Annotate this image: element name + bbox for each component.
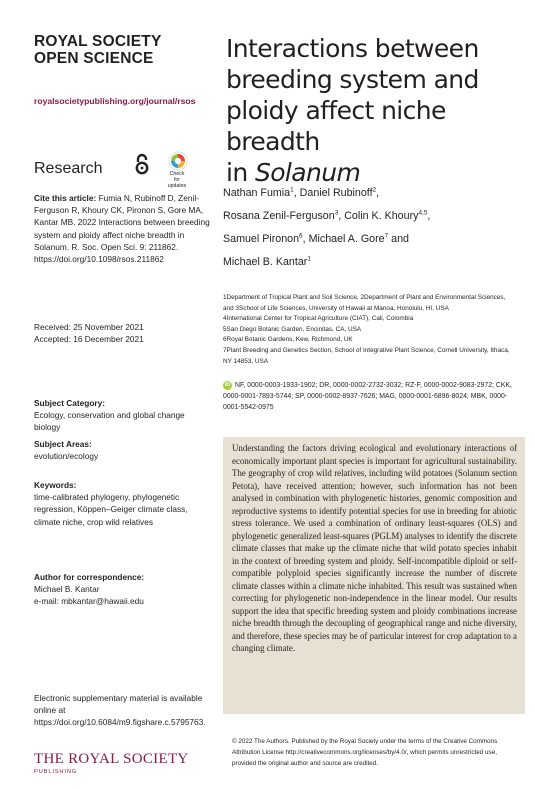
accepted-date: Accepted: 16 December 2021 <box>34 334 144 345</box>
keywords-value: time-calibrated phylogeny, phylogenetic regression, Köppen–Geiger climate class, climate niche, crop wild relatives <box>34 492 188 527</box>
dates <box>34 321 212 345</box>
subject-areas-value: evolution/ecology <box>34 451 99 462</box>
orcid-list: NF, 0000-0003-1933-1902; DR, 0000-0002-2732-3032; RZ-F, 0000-0002-9083-2972; CKK, 0000-0001-7893-5744; SP, 0000-0002-8937-7626; MAG, 0000-0001-6896-8024; MBK, 0000-0001-5542-0975 <box>223 382 512 411</box>
author-name: Colin K. Khoury <box>344 210 419 222</box>
author-sup: 3 <box>334 209 339 217</box>
subject-category-value: Ecology, conservation and global change biology <box>34 410 185 433</box>
keywords <box>34 479 212 528</box>
title-in: in <box>226 158 255 187</box>
section-label: Research <box>34 160 103 177</box>
affiliation-item: 4International Center for Tropical Agriculture (CIAT), Cali, Colombia <box>223 315 414 323</box>
open-access-icon <box>134 153 150 180</box>
citation <box>34 192 212 265</box>
orcid-icon[interactable]: iD <box>224 381 231 388</box>
publisher-logo-sub: PUBLISHING <box>34 769 78 775</box>
author-name: Rosana Zenil-Ferguson <box>223 210 335 222</box>
supplementary-note: Electronic supplementary material is available online at https://doi.org/10.6084/m9.figshare.c.5795763. <box>34 693 206 728</box>
subject-category-label: Subject Category: <box>34 398 105 408</box>
received-date: Received: 25 November 2021 <box>34 322 144 332</box>
correspondence <box>34 571 212 608</box>
journal-url-link[interactable]: royalsocietypublishing.org/journal/rsos <box>34 96 196 106</box>
correspondence-label: Author for correspondence: <box>34 572 145 582</box>
author-sup: 2 <box>372 186 377 194</box>
author-sup: 4,5 <box>418 209 428 217</box>
check-for-updates-label: Check for updates <box>167 171 187 189</box>
title-line-1: Interactions between <box>226 34 479 63</box>
citation-text: Fumia N, Rubinoff D, Zenil-Ferguson R, Khoury CK, Pironon S, Gore MA, Kantar MB. 2022 Interactions between breeding system and ploidy affect niche breadth in Solanum. R. Soc. Open Sci. 9: 211862. https://doi.org/10.1098/rsos.211862 <box>34 193 210 265</box>
author-sup: 1 <box>307 255 311 263</box>
subject-category <box>34 397 212 434</box>
journal-name <box>34 33 162 67</box>
title-line-3: ploidy affect niche breadth <box>226 96 446 156</box>
correspondence-email[interactable]: e-mail: mbkantar@hawaii.edu <box>34 596 144 607</box>
affiliation-item: 5San Diego Botanic Garden, Encinitas, CA, USA <box>223 325 362 333</box>
article-title <box>226 33 526 188</box>
title-line-2: breeding system and <box>226 65 479 94</box>
subject-areas <box>34 438 212 462</box>
citation-label: Cite this article: <box>34 193 97 203</box>
keywords-label: Keywords: <box>34 480 77 490</box>
author-list: Nathan Fumia$^1$, Daniel Rubinoff$^2$, Rosana Zenil-Ferguson$^3$, Colin K. Khoury$^{4,5}$, Samuel Pironon$^6$, Michael A. Gore$^7$ and Michael B. Kantar$^1$ <box>223 186 431 268</box>
publisher-logo: THE ROYAL SOCIETY <box>34 751 189 767</box>
correspondence-name: Michael B. Kantar <box>34 584 100 595</box>
affiliation-item: 7Plant Breeding and Genetics Section, School of Integrative Plant Science, Cornell University, Ithaca, NY 14853, USA <box>223 346 510 365</box>
abstract-text: Understanding the factors driving ecological and evolutionary interactions of economically important plant species is important for agricultural sustainability. The geography of crop wild relatives, including wild potatoes (Solanum section Petota), have received attention; however, such information has not been analysed in combination with phylogenetic histories, genomic composition and reproductive systems to identify potential species for use in breeding for abiotic stress tolerance. We used a combination of ordinary least-squares (OLS) and phylogenetic generalized least-squares (PGLM) analyses to identify the discrete climate classes that make up the climate niche that wild potato species inhabit in the context of breeding system and ploidy. Self-incompatible diploid or self-compatible polyploid species significantly increase the number of discrete climate classes within a climate niche inhabited. This result was sustained when correcting for phylogenetic non-independence in the linear model. Our results support the idea that specific breeding system and ploidy combinations increase niche breadth through the decoupling of geographical range and niche diversity, and therefore, these species may be of particular interest for crop adaptation to a changing climate. <box>232 443 517 653</box>
title-genus: Solanum <box>254 158 361 187</box>
affiliation-item: 1Department of Tropical Plant and Soil Science, 2Department of Plant and Environmental Sciences, and 3School of Life Sciences, University of Hawaii at Manoa, Honolulu, HI, USA <box>223 294 506 312</box>
author-sup: 6 <box>299 232 303 240</box>
affiliation-item: 6Royal Botanic Gardens, Kew, Richmond, UK <box>223 336 353 344</box>
author-name: Nathan Fumia <box>223 187 291 199</box>
author-name: Michael A. Gore <box>308 233 385 245</box>
author-name: Michael B. Kantar <box>223 256 308 268</box>
author-name: Daniel Rubinoff <box>299 187 373 199</box>
journal-name-line1: ROYAL SOCIETY <box>34 33 162 50</box>
author-sup: 1 <box>290 186 294 194</box>
author-name: Samuel Pironon <box>223 233 300 245</box>
orcid-block <box>223 380 513 413</box>
journal-name-line2: OPEN SCIENCE <box>34 50 154 67</box>
license-text: © 2022 The Authors. Published by the Royal Society under the terms of the Creative Commons Attribution License http://creativecommons.org/licenses/by/4.0/, which permits unrestricted use, provided the original author and source are credited. <box>232 738 498 767</box>
author-sup: 7 <box>384 232 389 240</box>
affiliations <box>223 293 513 367</box>
subject-areas-label: Subject Areas: <box>34 439 92 449</box>
